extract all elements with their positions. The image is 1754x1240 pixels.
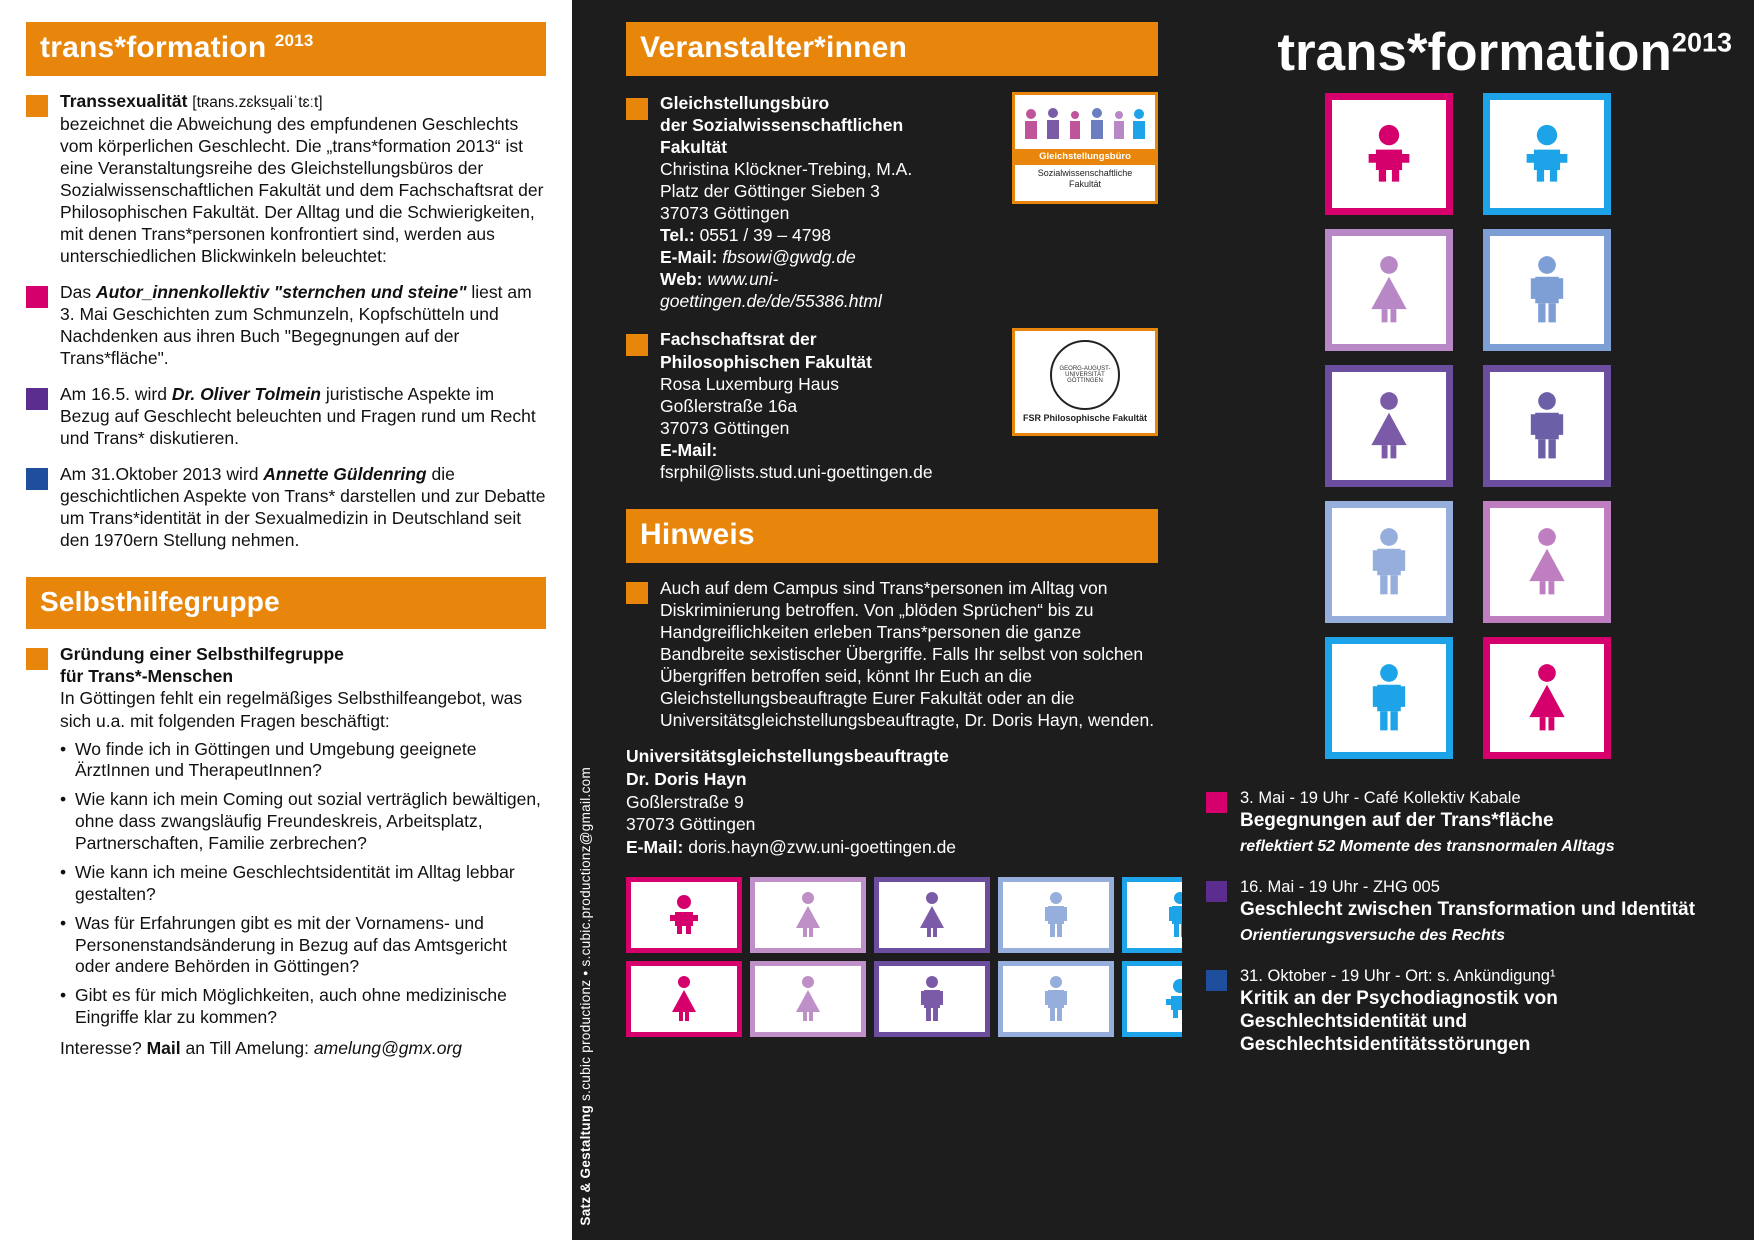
event-title: Begegnungen auf der Trans*fläche [1240, 810, 1554, 831]
event-emphasis: Autor_innenkollektiv "sternchen und steine" [95, 281, 467, 302]
bullet-square-icon [26, 648, 48, 670]
email-link[interactable]: amelung@gmx.org [313, 1038, 463, 1059]
event-paragraph [60, 463, 546, 551]
logo-title: Gleichstellungsbüro [1015, 149, 1155, 165]
man-icon [1364, 662, 1414, 734]
pictogram-tile [874, 877, 990, 953]
organizer-fachschaftsrat [626, 328, 1158, 482]
city-address: 37073 Göttingen [660, 417, 790, 438]
event-pre: Das [60, 281, 96, 302]
list-item: • Wie kann ich meine Geschlechtsidentität im Alltag lebbar gestalten? [60, 862, 546, 906]
event-datetime: 31. Oktober - 19 Uhr - Ort: s. Ankündigung¹ [1240, 966, 1556, 985]
university-seal-icon [1050, 340, 1120, 410]
bullet-square-icon [626, 582, 648, 604]
logo-sub-2: Fakultät [1068, 179, 1101, 190]
event-subtitle: Orientierungsversuche des Rechts [1240, 926, 1505, 944]
woman-icon [1364, 254, 1414, 326]
event-emphasis: Dr. Oliver Tolmein [171, 384, 321, 405]
pictogram-tile [1325, 93, 1453, 215]
middle-column [572, 0, 1182, 1240]
contact-person: Christina Klöckner-Trebing, M.A. [660, 159, 913, 180]
organizer-details [660, 328, 1000, 482]
left-title-text: trans*formation [40, 31, 267, 64]
pictogram-tile [1483, 501, 1611, 623]
list-item: • Was für Erfahrungen gibt es mit der Vornamens- und Personenstandsänderung in Bezug auf das Amtsgericht oder andere Behörden in Göttingen? [60, 913, 546, 979]
bullet-square-icon [626, 334, 648, 356]
selbsthilfe-head-1: Gründung einer Selbsthilfegruppe [60, 644, 344, 665]
page-title [1200, 23, 1732, 82]
list-item: • Gibt es für mich Möglichkeiten, auch ohne medizinische Eingriffe klar zu kommen? [60, 985, 546, 1029]
pictogram-tile [1483, 229, 1611, 351]
list-item [26, 281, 546, 369]
logo-sub-1: Sozialwissenschaftliche [1037, 167, 1133, 178]
email-label: E-Mail: [660, 439, 718, 460]
pictogram-tile [998, 877, 1114, 953]
left-column [0, 0, 572, 1240]
pictogram-grid [1200, 93, 1736, 759]
baby-icon [1364, 122, 1414, 186]
organizer-name-line1: Gleichstellungsbüro [660, 93, 830, 113]
event-post: liest am 3. Mai Geschichten zum Schmunzeln, Kopfschütteln und Nachdenken aus ihren Buch "Begegnungen auf der Trans*fläche". [60, 281, 532, 368]
event-title: Geschlecht zwischen Transformation und Identität [1240, 898, 1696, 920]
list-item: • Wo finde ich in Göttingen und Umgebung geeignete ÄrztInnen und TherapeutInnen? [60, 739, 546, 783]
bullet-square-icon [1206, 881, 1227, 902]
organizer-name-line3: Fakultät [660, 137, 728, 158]
definition-ipa: [tʀans.zɛksu̯aliˈtɛːt] [192, 94, 323, 111]
pictogram-tile [1483, 637, 1611, 759]
uni-contact-block [626, 745, 1158, 859]
event-datetime: 3. Mai - 19 Uhr - Café Kollektiv Kabale [1240, 789, 1521, 807]
organizer-details [660, 92, 1000, 312]
organizer-name-line2: Philosophischen Fakultät [660, 351, 872, 372]
pictogram-tile [1325, 501, 1453, 623]
selbsthilfe-head-2: für Trans*-Menschen [60, 666, 234, 687]
event-emphasis: Annette Güldenring [263, 464, 427, 485]
veranstalter-title-bar: Veranstalter*innen [626, 22, 1158, 76]
question-list [60, 739, 546, 1030]
event-entry [1206, 878, 1736, 945]
left-title-year: 2013 [274, 31, 314, 50]
man-icon [1364, 526, 1414, 598]
bullet-square-icon [1206, 970, 1227, 991]
man-icon [1039, 891, 1073, 939]
street-address: Platz der Göttinger Sieben 3 [660, 181, 880, 202]
bullet-square-icon [626, 98, 648, 120]
phone-value: 0551 / 39 – 4798 [699, 225, 831, 246]
event-title: Kritik an der Psychodiagnostik von Geschlechtsidentität und Geschlechtsidentitätsstörungen [1240, 987, 1558, 1055]
baby-icon [667, 893, 701, 937]
event-post: juristische Aspekte im Bezug auf Geschlecht beleuchten und Fragen rund um Recht und Trans* diskutieren. [60, 384, 536, 449]
pictogram-tile [750, 877, 866, 953]
list-item [26, 90, 546, 267]
event-entry [1206, 967, 1736, 1056]
event-body [1240, 878, 1695, 945]
interest-pre: Interesse? [60, 1038, 147, 1059]
event-paragraph [60, 281, 546, 369]
event-pre: Am 31.Oktober 2013 wird [60, 464, 264, 485]
house-name: Rosa Luxemburg Haus [660, 373, 839, 394]
credit-vertical [578, 767, 593, 1226]
logo-content [1015, 106, 1155, 191]
logo-content [1015, 340, 1155, 424]
list-item [26, 463, 546, 551]
email-value[interactable]: fsrphil@lists.stud.uni-goettingen.de [660, 461, 933, 482]
woman-icon [1522, 526, 1572, 598]
fsr-logo [1012, 328, 1158, 436]
woman-icon [1364, 390, 1414, 462]
pictogram-tile [1325, 365, 1453, 487]
organizer-name-line2: der Sozialwissenschaftlichen [660, 115, 904, 136]
woman-icon [667, 975, 701, 1023]
organizer-name-line1: Fachschaftsrat der [660, 329, 817, 350]
woman-icon [1522, 662, 1572, 734]
selbsthilfe-block [26, 643, 546, 1059]
bullet-square-icon [26, 388, 48, 410]
pictogram-tile [874, 961, 990, 1037]
pictogram-strip-row-1 [626, 877, 1158, 953]
woman-icon [791, 891, 825, 939]
events-list [1200, 789, 1736, 1056]
page-title-year: 2013 [1671, 27, 1732, 58]
contact-line [60, 1037, 546, 1059]
event-body [1240, 967, 1736, 1056]
bullet-square-icon [26, 468, 48, 490]
definition-body: bezeichnet die Abweichung des empfundenen Geschlechts vom körperlichen Geschlecht. Die „trans*formation 2013“ ist eine Veranstaltungsreihe des Gleichstellungsbüros der Sozialwissenschaftlichen Fakultät und dem Fachschaftsrat der Philosophischen Fakultät. Der Alltag und die Schwierigkeiten, mit denen Trans*personen konfrontiert sind, werden aus unterschiedlichen Blickwinkeln beleuchtet: [60, 113, 544, 266]
selbsthilfe-intro: In Göttingen fehlt ein regelmäßiges Selbsthilfeangebot, was sich u.a. mit folgenden Fragen beschäftigt: [60, 688, 523, 731]
pictogram-tile [626, 877, 742, 953]
woman-icon [791, 975, 825, 1023]
man-icon [915, 975, 949, 1023]
pictogram-strip-row-2 [626, 961, 1158, 1037]
credit-bold: Satz & Gestaltung [578, 1105, 593, 1226]
man-icon [1039, 975, 1073, 1023]
gleichstellungsbuero-logo [1012, 92, 1158, 204]
left-title-bar [26, 22, 546, 76]
man-icon [1522, 254, 1572, 326]
woman-icon [915, 891, 949, 939]
selbsthilfe-title-bar: Selbsthilfegruppe [26, 577, 546, 629]
seal-caption: FSR Philosophische Fakultät [1022, 413, 1148, 424]
hinweis-block [626, 577, 1158, 731]
seal-text: GEORG-AUGUST-UNIVERSITÄT GÖTTINGEN [1059, 365, 1111, 385]
web-label: Web: [660, 269, 703, 290]
bullet-square-icon [26, 95, 48, 117]
event-paragraph [60, 383, 546, 449]
interest-mid: an Till Amelung: [180, 1038, 314, 1059]
list-item: • Wie kann ich mein Coming out sozial verträglich bewältigen, ohne dass zwangsläufig Freundeskreis, Arbeitsplatz, Partnerschaften, Familie zerbrechen? [60, 789, 546, 855]
selbsthilfe-text [60, 643, 546, 1059]
hinweis-text: Auch auf dem Campus sind Trans*personen im Alltag von Diskriminierung betroffen. Von „blöden Sprüchen“ bis zu Handgreiflichkeiten erleben Trans*personen die ganze Bandbreite sexistischer Übergriffe. Falls Ihr selbst von solchen Übergriffen betroffen seid, könnt Ihr Euch an die Gleichstellungsbeauftragte Eurer Fakultät oder an die Universitätsgleichstellungsbeauftragte, Dr. Doris Hayn, wenden. [660, 577, 1155, 731]
uni-contact-head-2: Dr. Doris Hayn [626, 768, 747, 789]
email-value[interactable]: doris.hayn@zvw.uni-goettingen.de [688, 837, 957, 858]
right-column [1182, 0, 1754, 1240]
definition-term: Transsexualität [60, 91, 188, 111]
pictogram-tile [1483, 365, 1611, 487]
definition-text [60, 90, 546, 267]
event-subtitle: reflektiert 52 Momente des transnormalen Alltags [1240, 837, 1615, 855]
street-address: Goßlerstraße 9 [626, 791, 744, 812]
mail-label: Mail [146, 1038, 181, 1059]
hinweis-title-bar: Hinweis [626, 509, 1158, 563]
street-address: Goßlerstraße 16a [660, 395, 798, 416]
page-title-text: trans*formation [1277, 23, 1672, 82]
uni-contact-head-1: Universitätsgleichstellungsbeauftragte [626, 746, 949, 767]
man-icon [1522, 390, 1572, 462]
city-address: 37073 Göttingen [660, 203, 790, 224]
email-label: E-Mail: [660, 247, 718, 268]
email-label: E-Mail: [626, 837, 684, 858]
web-value[interactable]: www.uni-goettingen.de/de/55386.html [660, 269, 882, 312]
pictogram-tile [998, 961, 1114, 1037]
bullet-square-icon [1206, 792, 1227, 813]
baby-icon [1522, 122, 1572, 186]
event-pre: Am 16.5. wird [60, 384, 172, 405]
people-row-icon [1019, 106, 1151, 142]
city-address: 37073 Göttingen [626, 814, 756, 835]
event-post: die geschichtlichen Aspekte von Trans* darstellen und zur Debatte um Trans*identität in der Sexualmedizin in Deutschland seit den 1970ern Stellung nehmen. [60, 464, 546, 551]
pictogram-tile [1325, 229, 1453, 351]
event-datetime: 16. Mai - 19 Uhr - ZHG 005 [1240, 877, 1440, 896]
bullet-square-icon [26, 286, 48, 308]
event-body [1240, 789, 1615, 856]
pictogram-tile [1483, 93, 1611, 215]
credit-rest: s.cubic productionz • s.cubic.productionz@gmail.com [578, 767, 593, 1102]
phone-label: Tel.: [660, 225, 695, 246]
event-entry [1206, 789, 1736, 856]
organizer-gleichstellungsbuero [626, 92, 1158, 312]
pictogram-tile [750, 961, 866, 1037]
pictogram-tile [626, 961, 742, 1037]
pictogram-tile [1325, 637, 1453, 759]
list-item [26, 383, 546, 449]
email-value[interactable]: fbsowi@gwdg.de [722, 247, 856, 268]
